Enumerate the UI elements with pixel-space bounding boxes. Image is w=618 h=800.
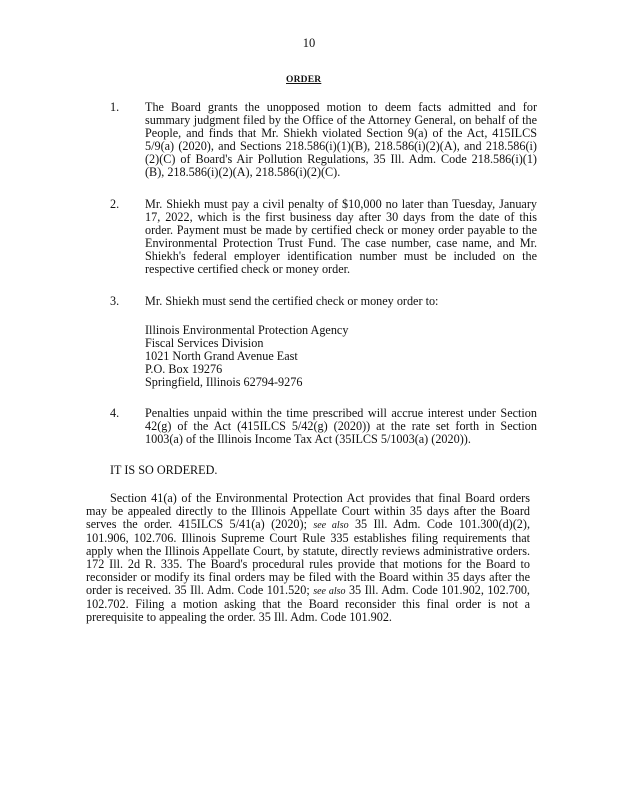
item-number: 2. (110, 197, 120, 211)
mailing-address (145, 324, 348, 389)
see-also-signal: see also (313, 586, 346, 597)
item-number: 1. (110, 100, 120, 114)
closing-text: 35 Ill. Adm. Code 101.300(d)(2), 101.906, 102.706. Illinois Supreme Court Rule 335 establishes filing requirements that apply when the Illinois Appellate Court, by statute, directly reviews administrative orders. 172 Ill. 2d R. 335. The Board's procedural rules provide that motions for the Board to reconsider or modify its final orders may be filed with the Board within 35 days after the order is received. 35 Ill. Adm. Code 101.520; (86, 517, 530, 597)
closing-text: 35 Ill. Adm. Code 101.902, 102.700, 102.702. Filing a motion asking that the Board reconsider this final order is not a prerequisite to appealing the order. 35 Ill. Adm. Code 101.902. (86, 583, 530, 624)
address-line: P.O. Box 19276 (145, 362, 223, 376)
address-line: Springfield, Illinois 62794-9276 (145, 375, 303, 389)
address-line: 1021 North Grand Avenue East (145, 349, 298, 363)
item-number: 4. (110, 406, 120, 420)
address-line: Fiscal Services Division (145, 336, 264, 350)
address-line: Illinois Environmental Protection Agency (145, 323, 349, 337)
so-ordered-statement: IT IS SO ORDERED. (110, 463, 218, 477)
item-text: Mr. Shiekh must pay a civil penalty of $10,000 no later than Tuesday, January 17, 2022, which is the first business day after 30 days from the date of this order. Payment must be made by certified check or money order payable to the Environmental Protection Trust Fund. The case number, case name, and Mr. Shiekh's federal employer identification number must be included on the respective certified check or money order. (145, 197, 537, 276)
item-number: 3. (110, 294, 120, 308)
item-text: Penalties unpaid within the time prescribed will accrue interest under Section 42(g) of the Act (415ILCS 5/42(g) (2020)) at the rate set forth in Section 1003(a) of the Illinois Income Tax Act (35ILCS 5/1003(a) (2020)). (145, 406, 537, 446)
item-text: The Board grants the unopposed motion to deem facts admitted and for summary judgment filed by the Office of the Attorney General, on behalf of the People, and finds that Mr. Shiekh violated Section 9(a) of the Act, 415ILCS 5/9(a) (2020), and Sections 218.586(i)(1)(B), 218.586(i)(2)(A), and 218.586(i)(2)(C) of Board's Air Pollution Regulations, 35 Ill. Adm. Code 218.586(i)(1)(B), 218.586(i)(2)(A), 218.586(i)(2)(C). (145, 100, 537, 179)
item-text: Mr. Shiekh must send the certified check or money order to: (145, 294, 439, 308)
page-number: 10 (302, 36, 316, 50)
order-heading: ORDER (286, 75, 322, 85)
closing-text: Section 41(a) of the Environmental Protection Act provides that final Board orders may be appealed directly to the Illinois Appellate Court within 35 days after the Board serves the order. 415ILCS 5/41(a) (2020); (86, 491, 530, 531)
appeal-rights-paragraph (86, 492, 530, 624)
see-also-signal: see also (313, 520, 349, 531)
